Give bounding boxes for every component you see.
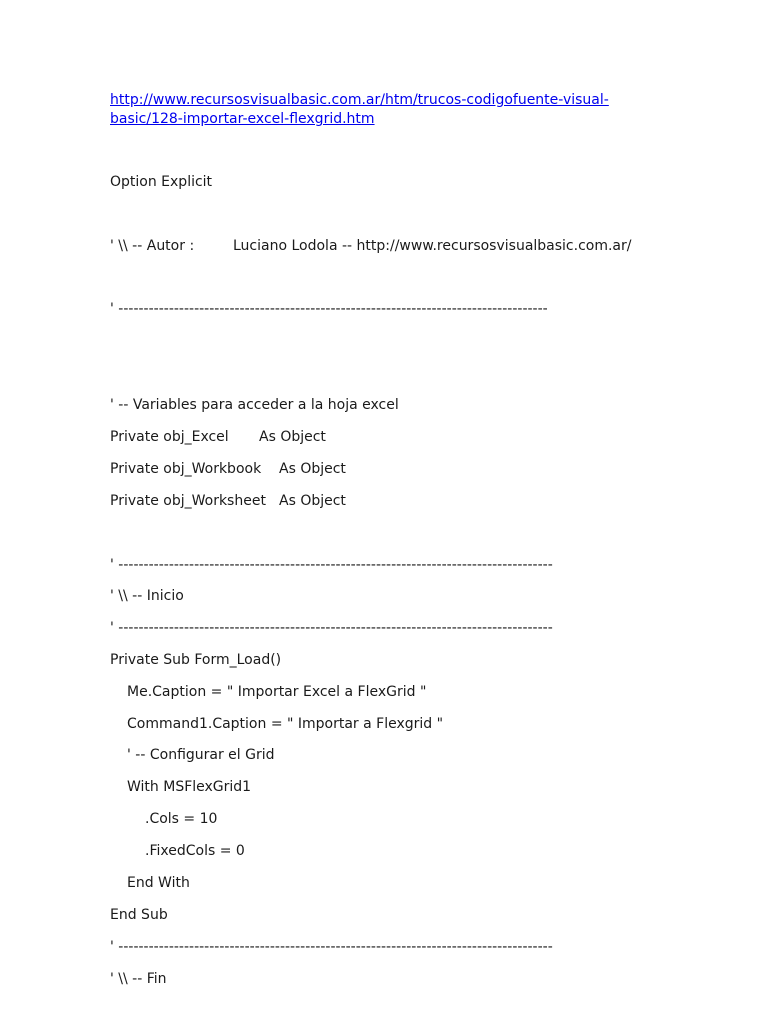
option-explicit-line: Option Explicit xyxy=(110,174,213,190)
variables-comment: ' -- Variables para acceder a la hoja excel xyxy=(110,397,399,413)
end-with-line: End With xyxy=(127,875,190,891)
me-caption-line: Me.Caption = " Importar Excel a FlexGrid " xyxy=(127,684,427,700)
var-workbook-type: As Object xyxy=(279,461,346,477)
var-excel-name: Private obj_Excel xyxy=(110,429,229,445)
sub-form-load-line: Private Sub Form_Load() xyxy=(110,652,282,668)
fin-comment: ' \\ -- Fin xyxy=(110,971,167,987)
separator-line: ' -------------------------------------------------------------------------------------- xyxy=(110,620,553,636)
inicio-comment: ' \\ -- Inicio xyxy=(110,588,184,604)
separator-line: ' -------------------------------------------------------------------------------------- xyxy=(110,939,553,955)
command1-caption-line: Command1.Caption = " Importar a Flexgrid " xyxy=(127,716,444,732)
var-excel-type: As Object xyxy=(259,429,326,445)
var-workbook-name: Private obj_Workbook xyxy=(110,461,262,477)
cols-line: .Cols = 10 xyxy=(145,811,218,827)
source-link-line-1[interactable]: http://www.recursosvisualbasic.com.ar/htm/trucos-codigofuente-visual- xyxy=(110,92,609,108)
var-worksheet-type: As Object xyxy=(279,493,346,509)
autor-value: Luciano Lodola -- http://www.recursosvisualbasic.com.ar/ xyxy=(233,238,632,254)
config-grid-comment: ' -- Configurar el Grid xyxy=(127,747,275,763)
end-sub-line: End Sub xyxy=(110,907,168,923)
source-link-line-2[interactable]: basic/128-importar-excel-flexgrid.htm xyxy=(110,111,375,127)
separator-line: ' ------------------------------------------------------------------------------------- xyxy=(110,301,548,317)
var-worksheet-name: Private obj_Worksheet xyxy=(110,493,266,509)
autor-prefix: ' \\ -- Autor : xyxy=(110,238,195,254)
fixedcols-line: .FixedCols = 0 xyxy=(145,843,245,859)
separator-line: ' -------------------------------------------------------------------------------------- xyxy=(110,557,553,573)
with-grid-line: With MSFlexGrid1 xyxy=(127,779,252,795)
